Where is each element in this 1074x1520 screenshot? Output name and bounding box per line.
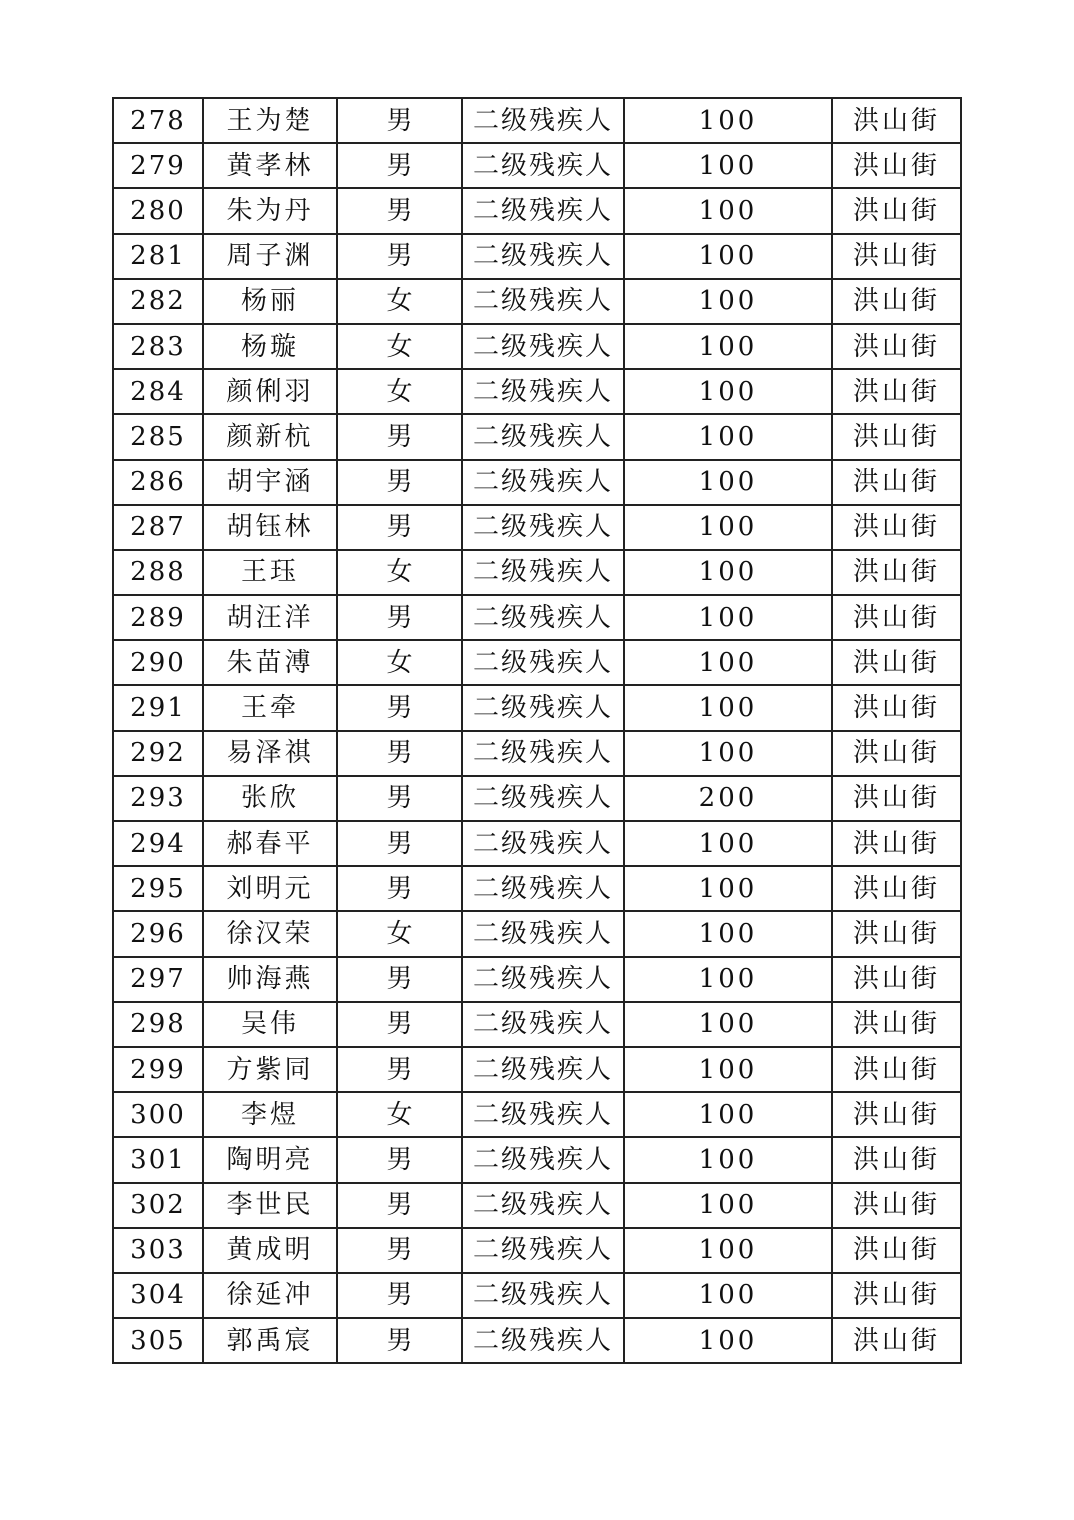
category-cell: 二级残疾人 bbox=[462, 911, 624, 956]
category-cell: 二级残疾人 bbox=[462, 279, 624, 324]
category-cell: 二级残疾人 bbox=[462, 1183, 624, 1228]
row-number-cell: 284 bbox=[113, 369, 203, 414]
gender-cell: 男 bbox=[337, 1228, 462, 1273]
name-cell: 王珏 bbox=[203, 550, 337, 595]
row-number-cell: 304 bbox=[113, 1273, 203, 1318]
row-number-cell: 305 bbox=[113, 1318, 203, 1363]
row-number-cell: 280 bbox=[113, 188, 203, 233]
category-cell: 二级残疾人 bbox=[462, 957, 624, 1002]
amount-cell: 100 bbox=[624, 1137, 832, 1182]
name-cell: 胡汪洋 bbox=[203, 595, 337, 640]
location-cell: 洪山街 bbox=[832, 414, 961, 459]
row-number-cell: 294 bbox=[113, 821, 203, 866]
location-cell: 洪山街 bbox=[832, 143, 961, 188]
gender-cell: 男 bbox=[337, 776, 462, 821]
gender-cell: 男 bbox=[337, 1002, 462, 1047]
row-number-cell: 291 bbox=[113, 685, 203, 730]
row-number-cell: 286 bbox=[113, 460, 203, 505]
gender-cell: 男 bbox=[337, 234, 462, 279]
amount-cell: 100 bbox=[624, 550, 832, 595]
amount-cell: 100 bbox=[624, 731, 832, 776]
gender-cell: 男 bbox=[337, 460, 462, 505]
gender-cell: 女 bbox=[337, 1092, 462, 1137]
table-row bbox=[113, 188, 961, 233]
table-row bbox=[113, 324, 961, 369]
gender-cell: 女 bbox=[337, 279, 462, 324]
amount-cell: 100 bbox=[624, 188, 832, 233]
category-cell: 二级残疾人 bbox=[462, 1137, 624, 1182]
row-number-cell: 282 bbox=[113, 279, 203, 324]
gender-cell: 男 bbox=[337, 1047, 462, 1092]
gender-cell: 男 bbox=[337, 866, 462, 911]
gender-cell: 女 bbox=[337, 369, 462, 414]
name-cell: 黄成明 bbox=[203, 1228, 337, 1273]
category-cell: 二级残疾人 bbox=[462, 1273, 624, 1318]
location-cell: 洪山街 bbox=[832, 911, 961, 956]
location-cell: 洪山街 bbox=[832, 188, 961, 233]
gender-cell: 男 bbox=[337, 1273, 462, 1318]
gender-cell: 男 bbox=[337, 1137, 462, 1182]
table-row bbox=[113, 911, 961, 956]
location-cell: 洪山街 bbox=[832, 866, 961, 911]
amount-cell: 100 bbox=[624, 911, 832, 956]
category-cell: 二级残疾人 bbox=[462, 1002, 624, 1047]
table-row bbox=[113, 1273, 961, 1318]
table-row bbox=[113, 731, 961, 776]
row-number-cell: 287 bbox=[113, 505, 203, 550]
location-cell: 洪山街 bbox=[832, 505, 961, 550]
name-cell: 徐延冲 bbox=[203, 1273, 337, 1318]
category-cell: 二级残疾人 bbox=[462, 1092, 624, 1137]
row-number-cell: 288 bbox=[113, 550, 203, 595]
category-cell: 二级残疾人 bbox=[462, 369, 624, 414]
location-cell: 洪山街 bbox=[832, 821, 961, 866]
amount-cell: 100 bbox=[624, 98, 832, 143]
category-cell: 二级残疾人 bbox=[462, 1047, 624, 1092]
row-number-cell: 283 bbox=[113, 324, 203, 369]
location-cell: 洪山街 bbox=[832, 369, 961, 414]
amount-cell: 100 bbox=[624, 1228, 832, 1273]
gender-cell: 男 bbox=[337, 821, 462, 866]
amount-cell: 100 bbox=[624, 821, 832, 866]
name-cell: 朱苗溥 bbox=[203, 640, 337, 685]
category-cell: 二级残疾人 bbox=[462, 595, 624, 640]
location-cell: 洪山街 bbox=[832, 1273, 961, 1318]
location-cell: 洪山街 bbox=[832, 1318, 961, 1363]
amount-cell: 100 bbox=[624, 279, 832, 324]
gender-cell: 男 bbox=[337, 188, 462, 233]
category-cell: 二级残疾人 bbox=[462, 1318, 624, 1363]
gender-cell: 男 bbox=[337, 505, 462, 550]
name-cell: 周子渊 bbox=[203, 234, 337, 279]
name-cell: 易泽祺 bbox=[203, 731, 337, 776]
category-cell: 二级残疾人 bbox=[462, 505, 624, 550]
category-cell: 二级残疾人 bbox=[462, 234, 624, 279]
gender-cell: 女 bbox=[337, 640, 462, 685]
amount-cell: 100 bbox=[624, 369, 832, 414]
name-cell: 陶明亮 bbox=[203, 1137, 337, 1182]
category-cell: 二级残疾人 bbox=[462, 550, 624, 595]
table-row bbox=[113, 98, 961, 143]
amount-cell: 100 bbox=[624, 866, 832, 911]
category-cell: 二级残疾人 bbox=[462, 866, 624, 911]
gender-cell: 男 bbox=[337, 98, 462, 143]
table-row bbox=[113, 640, 961, 685]
name-cell: 颜新杭 bbox=[203, 414, 337, 459]
row-number-cell: 279 bbox=[113, 143, 203, 188]
amount-cell: 100 bbox=[624, 640, 832, 685]
location-cell: 洪山街 bbox=[832, 731, 961, 776]
category-cell: 二级残疾人 bbox=[462, 731, 624, 776]
amount-cell: 100 bbox=[624, 414, 832, 459]
table-row bbox=[113, 1183, 961, 1228]
table-row bbox=[113, 143, 961, 188]
table-row bbox=[113, 279, 961, 324]
name-cell: 刘明元 bbox=[203, 866, 337, 911]
table-row bbox=[113, 776, 961, 821]
name-cell: 颜俐羽 bbox=[203, 369, 337, 414]
gender-cell: 男 bbox=[337, 143, 462, 188]
gender-cell: 男 bbox=[337, 685, 462, 730]
gender-cell: 男 bbox=[337, 1183, 462, 1228]
table-row bbox=[113, 1137, 961, 1182]
table-row bbox=[113, 685, 961, 730]
table-row bbox=[113, 1047, 961, 1092]
category-cell: 二级残疾人 bbox=[462, 143, 624, 188]
row-number-cell: 278 bbox=[113, 98, 203, 143]
name-cell: 郭禹宸 bbox=[203, 1318, 337, 1363]
table-row bbox=[113, 1318, 961, 1363]
table-row bbox=[113, 821, 961, 866]
table-row bbox=[113, 550, 961, 595]
name-cell: 李世民 bbox=[203, 1183, 337, 1228]
name-cell: 杨丽 bbox=[203, 279, 337, 324]
category-cell: 二级残疾人 bbox=[462, 821, 624, 866]
location-cell: 洪山街 bbox=[832, 776, 961, 821]
amount-cell: 100 bbox=[624, 234, 832, 279]
roster-table bbox=[112, 97, 962, 1364]
name-cell: 徐汉荣 bbox=[203, 911, 337, 956]
location-cell: 洪山街 bbox=[832, 234, 961, 279]
row-number-cell: 296 bbox=[113, 911, 203, 956]
table-row bbox=[113, 460, 961, 505]
name-cell: 胡宇涵 bbox=[203, 460, 337, 505]
amount-cell: 100 bbox=[624, 1047, 832, 1092]
category-cell: 二级残疾人 bbox=[462, 1228, 624, 1273]
gender-cell: 女 bbox=[337, 550, 462, 595]
gender-cell: 男 bbox=[337, 414, 462, 459]
amount-cell: 100 bbox=[624, 957, 832, 1002]
roster-table-body bbox=[113, 98, 961, 1363]
name-cell: 胡钰林 bbox=[203, 505, 337, 550]
table-row bbox=[113, 957, 961, 1002]
location-cell: 洪山街 bbox=[832, 685, 961, 730]
table-row bbox=[113, 234, 961, 279]
location-cell: 洪山街 bbox=[832, 279, 961, 324]
row-number-cell: 295 bbox=[113, 866, 203, 911]
category-cell: 二级残疾人 bbox=[462, 640, 624, 685]
table-row bbox=[113, 1092, 961, 1137]
gender-cell: 女 bbox=[337, 911, 462, 956]
name-cell: 方紫同 bbox=[203, 1047, 337, 1092]
table-row bbox=[113, 1228, 961, 1273]
name-cell: 黄孝林 bbox=[203, 143, 337, 188]
row-number-cell: 298 bbox=[113, 1002, 203, 1047]
category-cell: 二级残疾人 bbox=[462, 460, 624, 505]
category-cell: 二级残疾人 bbox=[462, 414, 624, 459]
amount-cell: 100 bbox=[624, 324, 832, 369]
location-cell: 洪山街 bbox=[832, 957, 961, 1002]
amount-cell: 100 bbox=[624, 595, 832, 640]
amount-cell: 100 bbox=[624, 1273, 832, 1318]
row-number-cell: 302 bbox=[113, 1183, 203, 1228]
row-number-cell: 292 bbox=[113, 731, 203, 776]
table-row bbox=[113, 866, 961, 911]
name-cell: 郝春平 bbox=[203, 821, 337, 866]
amount-cell: 100 bbox=[624, 1092, 832, 1137]
gender-cell: 男 bbox=[337, 595, 462, 640]
location-cell: 洪山街 bbox=[832, 640, 961, 685]
name-cell: 朱为丹 bbox=[203, 188, 337, 233]
location-cell: 洪山街 bbox=[832, 1002, 961, 1047]
amount-cell: 100 bbox=[624, 1318, 832, 1363]
name-cell: 杨璇 bbox=[203, 324, 337, 369]
name-cell: 张欣 bbox=[203, 776, 337, 821]
row-number-cell: 301 bbox=[113, 1137, 203, 1182]
table-row bbox=[113, 1002, 961, 1047]
amount-cell: 100 bbox=[624, 505, 832, 550]
gender-cell: 男 bbox=[337, 1318, 462, 1363]
row-number-cell: 299 bbox=[113, 1047, 203, 1092]
name-cell: 王牵 bbox=[203, 685, 337, 730]
category-cell: 二级残疾人 bbox=[462, 776, 624, 821]
table-row bbox=[113, 505, 961, 550]
amount-cell: 100 bbox=[624, 1002, 832, 1047]
location-cell: 洪山街 bbox=[832, 98, 961, 143]
location-cell: 洪山街 bbox=[832, 595, 961, 640]
row-number-cell: 289 bbox=[113, 595, 203, 640]
amount-cell: 100 bbox=[624, 685, 832, 730]
location-cell: 洪山街 bbox=[832, 324, 961, 369]
row-number-cell: 297 bbox=[113, 957, 203, 1002]
row-number-cell: 290 bbox=[113, 640, 203, 685]
amount-cell: 200 bbox=[624, 776, 832, 821]
location-cell: 洪山街 bbox=[832, 1183, 961, 1228]
row-number-cell: 285 bbox=[113, 414, 203, 459]
category-cell: 二级残疾人 bbox=[462, 324, 624, 369]
name-cell: 王为楚 bbox=[203, 98, 337, 143]
row-number-cell: 303 bbox=[113, 1228, 203, 1273]
name-cell: 吴伟 bbox=[203, 1002, 337, 1047]
category-cell: 二级残疾人 bbox=[462, 98, 624, 143]
location-cell: 洪山街 bbox=[832, 1092, 961, 1137]
row-number-cell: 293 bbox=[113, 776, 203, 821]
amount-cell: 100 bbox=[624, 143, 832, 188]
location-cell: 洪山街 bbox=[832, 1137, 961, 1182]
table-row bbox=[113, 414, 961, 459]
category-cell: 二级残疾人 bbox=[462, 188, 624, 233]
location-cell: 洪山街 bbox=[832, 1047, 961, 1092]
gender-cell: 男 bbox=[337, 957, 462, 1002]
name-cell: 帅海燕 bbox=[203, 957, 337, 1002]
row-number-cell: 281 bbox=[113, 234, 203, 279]
location-cell: 洪山街 bbox=[832, 550, 961, 595]
gender-cell: 女 bbox=[337, 324, 462, 369]
category-cell: 二级残疾人 bbox=[462, 685, 624, 730]
table-row bbox=[113, 595, 961, 640]
gender-cell: 男 bbox=[337, 731, 462, 776]
amount-cell: 100 bbox=[624, 460, 832, 505]
table-row bbox=[113, 369, 961, 414]
name-cell: 李煜 bbox=[203, 1092, 337, 1137]
location-cell: 洪山街 bbox=[832, 460, 961, 505]
location-cell: 洪山街 bbox=[832, 1228, 961, 1273]
row-number-cell: 300 bbox=[113, 1092, 203, 1137]
amount-cell: 100 bbox=[624, 1183, 832, 1228]
